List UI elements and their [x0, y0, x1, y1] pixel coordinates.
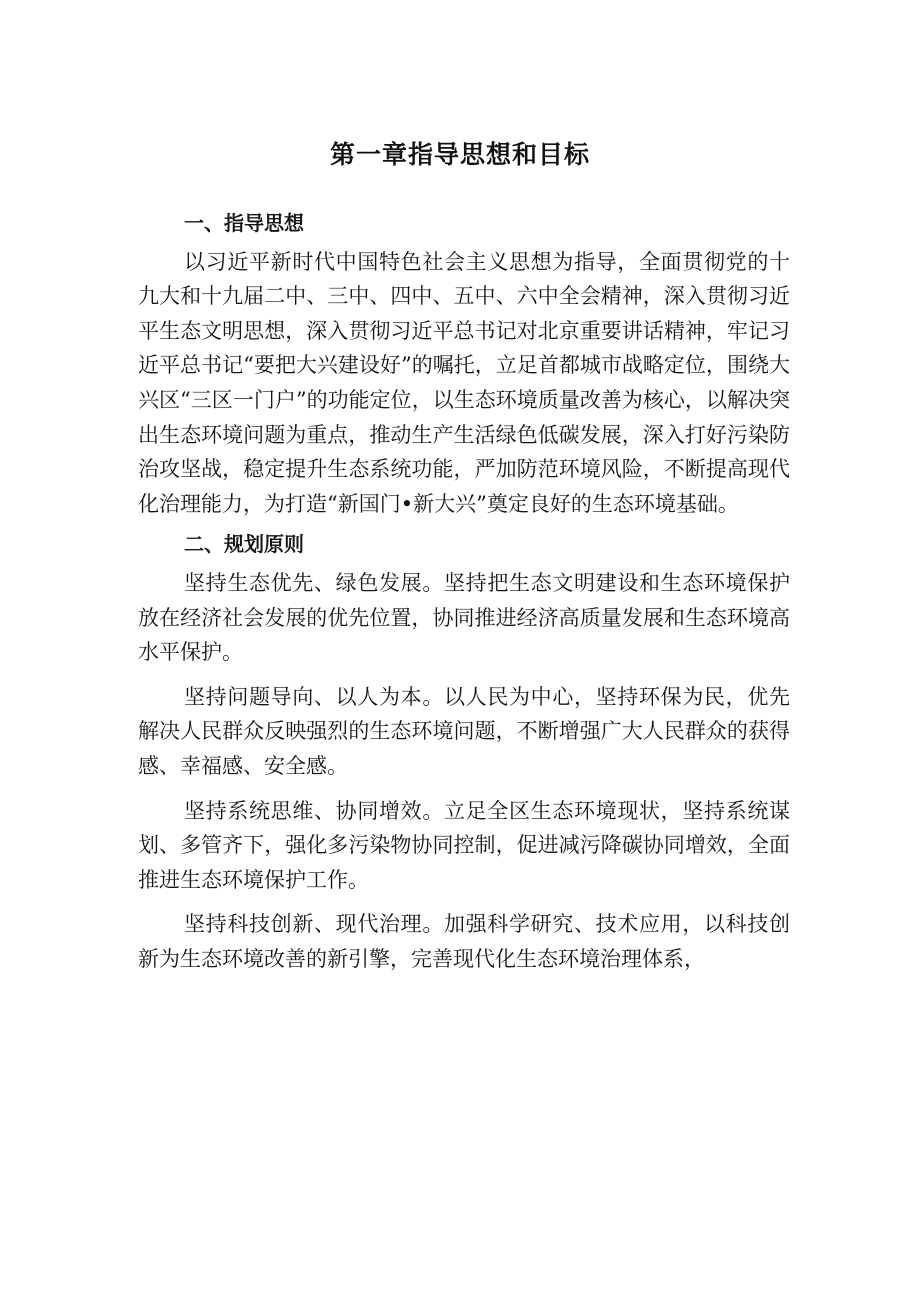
section-heading-guiding-ideology: 一、指导思想	[184, 211, 304, 235]
paragraph-principle-tech-innovation: 坚持科技创新、现代治理。加强科学研究、技术应用，以科技创新为生态环境改善的新引擎，完善现代化生态环境治理体系，	[138, 912, 790, 971]
paragraph-principle-problem-oriented: 坚持问题导向、以人为本。以人民为中心，坚持环保为民，优先解决人民群众反映强烈的生态环境问题，不断增强广大人民群众的获得感、幸福感、安全感。	[138, 684, 790, 778]
document-body	[138, 206, 790, 976]
paragraph-principle-ecology-first: 坚持生态优先、绿色发展。坚持把生态文明建设和生态环境保护放在经济社会发展的优先位置，协同推进经济高质量发展和生态环境高水平保护。	[138, 570, 790, 665]
chapter-title: 第一章指导思想和目标	[329, 139, 590, 169]
paragraph-principle-systems-thinking: 坚持系统思维、协同增效。立足全区生态环境现状，坚持系统谋划、多管齐下，强化多污染物协同控制，促进减污降碳协同增效，全面推进生态环境保护工作。	[138, 798, 790, 892]
section-heading-planning-principles: 二、规划原则	[184, 532, 304, 557]
paragraph-guiding-ideology: 以习近平新时代中国特色社会主义思想为指导，全面贯彻党的十九大和十九届二中、三中、四中、五中、六中全会精神，深入贯彻习近平生态文明思想，深入贯彻习近平总书记对北京重要讲话精神，牢记习近平总书记“要把大兴建设好”的嘱托，立足首都城市战略定位，围绕大兴区“三区一门户”的功能定位，以生态环境质量改善为核心，以解决突出生态环境问题为重点，推动生产生活绿色低碳发展，深入打好污染防治攻坚战，稳定提升生态系统功能，严加防范环境风险，不断提高现代化治理能力，为打造“新国门•新大兴”奠定良好的生态环境基础。	[138, 249, 790, 516]
